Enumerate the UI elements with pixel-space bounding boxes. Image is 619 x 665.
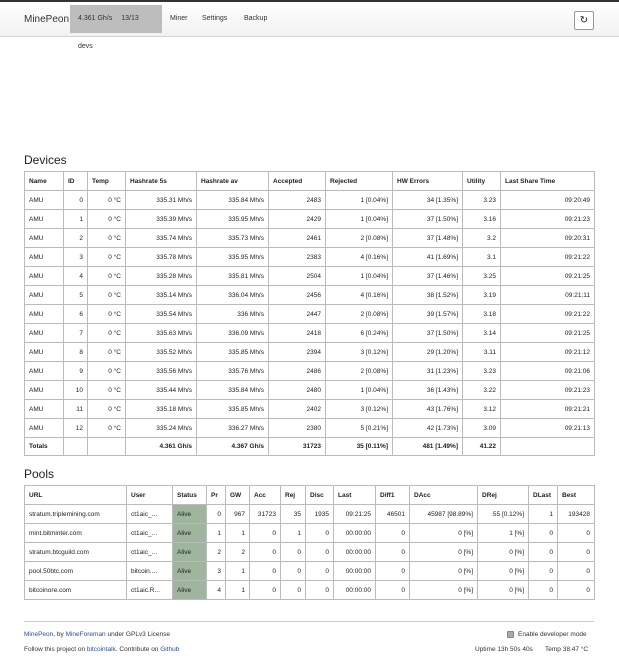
device-rejected: 3 [0.12%] — [326, 343, 393, 362]
pool-drej: 0 [%] — [478, 543, 529, 562]
device-hashrate-5s: 335.18 Mh/s — [126, 400, 197, 419]
device-utility: 3.18 — [463, 305, 501, 324]
device-id: 7 — [64, 324, 88, 343]
device-name: AMU — [25, 362, 64, 381]
nav-hashrate: 4.361 Gh/s — [78, 15, 113, 22]
device-hashrate-av: 336.04 Mh/s — [197, 286, 269, 305]
pool-pr: 2 — [207, 543, 226, 562]
device-row — [25, 324, 595, 343]
refresh-icon: ↻ — [579, 15, 589, 26]
device-accepted: 2483 — [269, 191, 326, 210]
pool-diff1: 0 — [376, 524, 410, 543]
device-last-share-time: 09:21:23 — [501, 381, 595, 400]
nav-backup[interactable]: Backup — [244, 15, 268, 22]
nav-status-active[interactable] — [70, 5, 162, 50]
totals-hashrate-av: 4.367 Gh/s — [197, 438, 269, 456]
pool-status: Alive — [173, 505, 207, 524]
device-id: 2 — [64, 229, 88, 248]
mineforeman-link[interactable]: MineForeman — [65, 631, 106, 638]
device-accepted: 2418 — [269, 324, 326, 343]
device-hw-errors: 29 [1.20%] — [393, 343, 463, 362]
footer-follow — [24, 646, 179, 653]
pool-url: pool.50btc.com — [25, 562, 127, 581]
pool-disc: 1935 — [306, 505, 334, 524]
footer-temp: Temp 38.47 °C — [545, 646, 589, 653]
device-temp: 0 °C — [88, 381, 126, 400]
device-utility: 3.09 — [463, 419, 501, 438]
device-rejected: 3 [0.12%] — [326, 400, 393, 419]
device-hw-errors: 37 [1.50%] — [393, 210, 463, 229]
device-row — [25, 419, 595, 438]
pools-header-row — [25, 486, 595, 505]
device-hashrate-av: 335.76 Mh/s — [197, 362, 269, 381]
device-row — [25, 248, 595, 267]
device-last-share-time: 09:21:22 — [501, 305, 595, 324]
device-id: 11 — [64, 400, 88, 419]
device-hashrate-5s: 335.54 Mh/s — [126, 305, 197, 324]
device-temp: 0 °C — [88, 210, 126, 229]
device-accepted: 2394 — [269, 343, 326, 362]
nav-settings[interactable]: Settings — [202, 15, 228, 22]
device-temp: 0 °C — [88, 229, 126, 248]
pool-last: 00:00:00 — [334, 524, 376, 543]
device-last-share-time: 09:21:13 — [501, 419, 595, 438]
device-hashrate-5s: 335.78 Mh/s — [126, 248, 197, 267]
pool-gw: 1 — [226, 562, 250, 581]
pool-user: ct1aic_... — [127, 524, 173, 543]
device-utility: 3.12 — [463, 400, 501, 419]
device-hashrate-av: 335.84 Mh/s — [197, 381, 269, 400]
device-accepted: 2429 — [269, 210, 326, 229]
col-name[interactable]: Name — [25, 172, 64, 191]
device-hashrate-av: 335.81 Mh/s — [197, 267, 269, 286]
col-id[interactable]: ID — [64, 172, 88, 191]
device-last-share-time: 09:21:22 — [501, 248, 595, 267]
pool-gw: 1 — [226, 581, 250, 600]
device-utility: 3.23 — [463, 362, 501, 381]
device-last-share-time: 09:21:25 — [501, 267, 595, 286]
device-utility: 3.1 — [463, 248, 501, 267]
devices-totals-row — [25, 438, 595, 456]
device-hw-errors: 37 [1.46%] — [393, 267, 463, 286]
col-last[interactable]: Last — [334, 486, 376, 505]
device-id: 0 — [64, 191, 88, 210]
device-hashrate-5s: 335.44 Mh/s — [126, 381, 197, 400]
device-rejected: 5 [0.21%] — [326, 419, 393, 438]
device-id: 8 — [64, 343, 88, 362]
device-row — [25, 343, 595, 362]
device-accepted: 2456 — [269, 286, 326, 305]
pool-user: ct1aic_... — [127, 543, 173, 562]
device-hw-errors: 39 [1.57%] — [393, 305, 463, 324]
device-temp: 0 °C — [88, 343, 126, 362]
col-user[interactable]: User — [127, 486, 173, 505]
pool-row — [25, 562, 595, 581]
minepeon-link[interactable]: MinePeon — [24, 631, 54, 638]
col-diff1[interactable]: Diff1 — [376, 486, 410, 505]
device-id: 10 — [64, 381, 88, 400]
pool-row — [25, 543, 595, 562]
totals-utility: 41.22 — [463, 438, 501, 456]
device-id: 1 — [64, 210, 88, 229]
device-name: AMU — [25, 229, 64, 248]
pool-pr: 1 — [207, 524, 226, 543]
col-best[interactable]: Best — [558, 486, 595, 505]
pool-pr: 0 — [207, 505, 226, 524]
device-hashrate-av: 335.85 Mh/s — [197, 400, 269, 419]
devices-header-row — [25, 172, 595, 191]
device-utility: 3.11 — [463, 343, 501, 362]
totals-hw-errors: 481 [1.49%] — [393, 438, 463, 456]
totals-rejected: 35 [0.11%] — [326, 438, 393, 456]
pool-disc: 0 — [306, 581, 334, 600]
pool-acc: 0 — [250, 581, 281, 600]
device-temp: 0 °C — [88, 191, 126, 210]
github-link[interactable]: Github — [160, 646, 180, 653]
device-row — [25, 305, 595, 324]
pool-dlast: 0 — [529, 543, 558, 562]
device-accepted: 2480 — [269, 381, 326, 400]
pool-dacc: 0 [%] — [410, 543, 478, 562]
device-name: AMU — [25, 267, 64, 286]
device-rejected: 2 [0.08%] — [326, 229, 393, 248]
pool-disc: 0 — [306, 543, 334, 562]
col-temp[interactable]: Temp — [88, 172, 126, 191]
device-hashrate-5s: 335.28 Mh/s — [126, 267, 197, 286]
device-temp: 0 °C — [88, 248, 126, 267]
device-accepted: 2486 — [269, 362, 326, 381]
footer-uptime: Uptime 13h 50s 40s — [475, 646, 533, 653]
pool-drej: 0 [%] — [478, 562, 529, 581]
device-name: AMU — [25, 419, 64, 438]
device-row — [25, 286, 595, 305]
pool-url: mint.bitminter.com — [25, 524, 127, 543]
pool-dlast: 0 — [529, 581, 558, 600]
pool-diff1: 0 — [376, 581, 410, 600]
device-rejected: 1 [0.04%] — [326, 210, 393, 229]
col-hashrate-av[interactable]: Hashrate av — [197, 172, 269, 191]
footer-contribute-text: . Contribute on — [115, 646, 161, 653]
pool-dacc: 0 [%] — [410, 524, 478, 543]
device-hashrate-5s: 335.74 Mh/s — [126, 229, 197, 248]
device-utility: 3.25 — [463, 267, 501, 286]
pool-rej: 0 — [281, 562, 306, 581]
device-hashrate-5s: 335.56 Mh/s — [126, 362, 197, 381]
nav-devs: 13/13 devs — [78, 15, 139, 50]
brand-logo[interactable]: MinePeon — [24, 14, 70, 25]
device-rejected: 2 [0.08%] — [326, 305, 393, 324]
device-temp: 0 °C — [88, 324, 126, 343]
device-hw-errors: 42 [1.73%] — [393, 419, 463, 438]
col-disc[interactable]: Disc — [306, 486, 334, 505]
device-hashrate-5s: 335.24 Mh/s — [126, 419, 197, 438]
device-last-share-time: 09:21:11 — [501, 286, 595, 305]
col-pr[interactable]: Pr — [207, 486, 226, 505]
device-hashrate-av: 336.27 Mh/s — [197, 419, 269, 438]
col-dacc[interactable]: DAcc — [410, 486, 478, 505]
pool-acc: 0 — [250, 524, 281, 543]
col-gw[interactable]: GW — [226, 486, 250, 505]
device-temp: 0 °C — [88, 286, 126, 305]
device-accepted: 2461 — [269, 229, 326, 248]
pool-user: ct1aic.R... — [127, 581, 173, 600]
device-utility: 3.2 — [463, 229, 501, 248]
pool-status: Alive — [173, 562, 207, 581]
pool-user: ct1aic_... — [127, 505, 173, 524]
device-hashrate-av: 335.95 Mh/s — [197, 210, 269, 229]
devices-heading: Devices — [24, 153, 67, 167]
pool-dlast: 0 — [529, 562, 558, 581]
device-last-share-time: 09:20:49 — [501, 191, 595, 210]
device-rejected: 1 [0.04%] — [326, 267, 393, 286]
navbar — [0, 0, 619, 50]
device-last-share-time: 09:21:23 — [501, 210, 595, 229]
device-rejected: 6 [0.24%] — [326, 324, 393, 343]
pool-row — [25, 524, 595, 543]
col-utility[interactable]: Utility — [463, 172, 501, 191]
col-last-share-time[interactable]: Last Share Time — [501, 172, 595, 191]
pool-disc: 0 — [306, 562, 334, 581]
totals-hashrate-5s: 4.361 Gh/s — [126, 438, 197, 456]
pool-last: 09:21:25 — [334, 505, 376, 524]
device-name: AMU — [25, 400, 64, 419]
col-drej[interactable]: DRej — [478, 486, 529, 505]
device-temp: 0 °C — [88, 305, 126, 324]
pool-best: 0 — [558, 524, 595, 543]
pool-drej: 0 [%] — [478, 581, 529, 600]
device-row — [25, 229, 595, 248]
device-rejected: 4 [0.16%] — [326, 286, 393, 305]
pool-dlast: 1 — [529, 505, 558, 524]
device-temp: 0 °C — [88, 400, 126, 419]
device-name: AMU — [25, 210, 64, 229]
device-utility: 3.19 — [463, 286, 501, 305]
device-hw-errors: 34 [1.35%] — [393, 191, 463, 210]
pool-last: 00:00:00 — [334, 581, 376, 600]
device-utility: 3.22 — [463, 381, 501, 400]
pool-url: stratum.triplemining.com — [25, 505, 127, 524]
device-name: AMU — [25, 381, 64, 400]
pool-acc: 0 — [250, 562, 281, 581]
device-hw-errors: 37 [1.50%] — [393, 324, 463, 343]
pool-disc: 0 — [306, 524, 334, 543]
col-rej[interactable]: Rej — [281, 486, 306, 505]
device-hashrate-5s: 335.14 Mh/s — [126, 286, 197, 305]
device-hw-errors: 36 [1.43%] — [393, 381, 463, 400]
device-name: AMU — [25, 343, 64, 362]
pool-dacc: 45987 [98.89%] — [410, 505, 478, 524]
pool-diff1: 46501 — [376, 505, 410, 524]
pool-drej: 55 [0.12%] — [478, 505, 529, 524]
device-last-share-time: 09:21:25 — [501, 324, 595, 343]
pool-last: 00:00:00 — [334, 562, 376, 581]
device-id: 6 — [64, 305, 88, 324]
device-hw-errors: 37 [1.48%] — [393, 229, 463, 248]
footer-follow-text: Follow this project on — [24, 646, 87, 653]
pool-url: stratum.btcguild.com — [25, 543, 127, 562]
nav-miner[interactable]: Miner — [170, 15, 188, 22]
device-hw-errors: 38 [1.52%] — [393, 286, 463, 305]
device-last-share-time: 09:21:21 — [501, 400, 595, 419]
device-row — [25, 381, 595, 400]
pool-status: Alive — [173, 524, 207, 543]
device-id: 12 — [64, 419, 88, 438]
pool-row — [25, 505, 595, 524]
developer-mode-label[interactable]: Enable developer mode — [518, 631, 587, 638]
device-hashrate-av: 336.09 Mh/s — [197, 324, 269, 343]
pool-gw: 1 — [226, 524, 250, 543]
device-hashrate-5s: 335.31 Mh/s — [126, 191, 197, 210]
pool-acc: 0 — [250, 543, 281, 562]
device-last-share-time: 09:21:06 — [501, 362, 595, 381]
pool-rej: 1 — [281, 524, 306, 543]
col-dlast[interactable]: DLast — [529, 486, 558, 505]
device-hashrate-5s: 335.63 Mh/s — [126, 324, 197, 343]
pool-dacc: 0 [%] — [410, 562, 478, 581]
device-accepted: 2402 — [269, 400, 326, 419]
pool-rej: 35 — [281, 505, 306, 524]
device-hashrate-av: 335.73 Mh/s — [197, 229, 269, 248]
pool-url: bitcoinore.com — [25, 581, 127, 600]
device-accepted: 2504 — [269, 267, 326, 286]
pool-row — [25, 581, 595, 600]
device-utility: 3.16 — [463, 210, 501, 229]
pool-best: 0 — [558, 562, 595, 581]
footer-credits — [24, 631, 170, 638]
pool-dlast: 0 — [529, 524, 558, 543]
totals-accepted: 31723 — [269, 438, 326, 456]
pool-pr: 4 — [207, 581, 226, 600]
device-rejected: 4 [0.16%] — [326, 248, 393, 267]
device-row — [25, 267, 595, 286]
device-accepted: 2380 — [269, 419, 326, 438]
col-rejected[interactable]: Rejected — [326, 172, 393, 191]
device-name: AMU — [25, 191, 64, 210]
device-row — [25, 210, 595, 229]
device-rejected: 1 [0.04%] — [326, 381, 393, 400]
pool-best: 193428 — [558, 505, 595, 524]
devices-table — [24, 171, 595, 456]
device-last-share-time: 09:20:31 — [501, 229, 595, 248]
device-temp: 0 °C — [88, 362, 126, 381]
device-hw-errors: 41 [1.69%] — [393, 248, 463, 267]
totals-label: Totals — [25, 438, 64, 456]
device-id: 4 — [64, 267, 88, 286]
refresh-button[interactable] — [574, 11, 594, 30]
device-row — [25, 191, 595, 210]
col-hashrate-5s[interactable]: Hashrate 5s — [126, 172, 197, 191]
pool-rej: 0 — [281, 581, 306, 600]
pool-last: 00:00:00 — [334, 543, 376, 562]
device-hw-errors: 43 [1.76%] — [393, 400, 463, 419]
pool-best: 0 — [558, 543, 595, 562]
device-utility: 3.23 — [463, 191, 501, 210]
device-hashrate-av: 336 Mh/s — [197, 305, 269, 324]
totals-empty — [88, 438, 126, 456]
device-rejected: 2 [0.08%] — [326, 362, 393, 381]
device-temp: 0 °C — [88, 419, 126, 438]
pool-diff1: 0 — [376, 543, 410, 562]
pool-dacc: 0 [%] — [410, 581, 478, 600]
pool-best: 0 — [558, 581, 595, 600]
col-status[interactable]: Status — [173, 486, 207, 505]
pool-acc: 31723 — [250, 505, 281, 524]
device-temp: 0 °C — [88, 267, 126, 286]
device-utility: 3.14 — [463, 324, 501, 343]
developer-mode-checkbox[interactable] — [507, 631, 514, 638]
device-row — [25, 400, 595, 419]
footer-license: under GPLv3 License — [105, 631, 171, 638]
footer-divider — [24, 621, 594, 622]
device-id: 9 — [64, 362, 88, 381]
device-id: 3 — [64, 248, 88, 267]
device-row — [25, 362, 595, 381]
device-name: AMU — [25, 248, 64, 267]
pool-gw: 2 — [226, 543, 250, 562]
bitcointalk-link[interactable]: bitcointalk — [86, 646, 116, 653]
pool-status: Alive — [173, 581, 207, 600]
device-name: AMU — [25, 286, 64, 305]
pool-pr: 3 — [207, 562, 226, 581]
pool-gw: 967 — [226, 505, 250, 524]
footer-by: , by — [53, 631, 66, 638]
totals-empty — [64, 438, 88, 456]
device-hashrate-5s: 335.39 Mh/s — [126, 210, 197, 229]
col-accepted[interactable]: Accepted — [269, 172, 326, 191]
totals-empty — [501, 438, 595, 456]
device-hw-errors: 31 [1.23%] — [393, 362, 463, 381]
col-acc[interactable]: Acc — [250, 486, 281, 505]
device-id: 5 — [64, 286, 88, 305]
device-accepted: 2447 — [269, 305, 326, 324]
pools-table — [24, 485, 595, 600]
pool-user: bitcoin.... — [127, 562, 173, 581]
pool-status: Alive — [173, 543, 207, 562]
col-url[interactable]: URL — [25, 486, 127, 505]
device-hashrate-av: 335.84 Mh/s — [197, 191, 269, 210]
pools-heading: Pools — [24, 467, 55, 481]
device-hashrate-av: 335.85 Mh/s — [197, 343, 269, 362]
pool-drej: 1 [%] — [478, 524, 529, 543]
device-name: AMU — [25, 324, 64, 343]
device-accepted: 2383 — [269, 248, 326, 267]
device-hashrate-5s: 335.52 Mh/s — [126, 343, 197, 362]
col-hw-errors[interactable]: HW Errors — [393, 172, 463, 191]
device-rejected: 1 [0.04%] — [326, 191, 393, 210]
device-hashrate-av: 335.95 Mh/s — [197, 248, 269, 267]
device-name: AMU — [25, 305, 64, 324]
pool-diff1: 0 — [376, 562, 410, 581]
device-last-share-time: 09:21:12 — [501, 343, 595, 362]
pool-rej: 0 — [281, 543, 306, 562]
